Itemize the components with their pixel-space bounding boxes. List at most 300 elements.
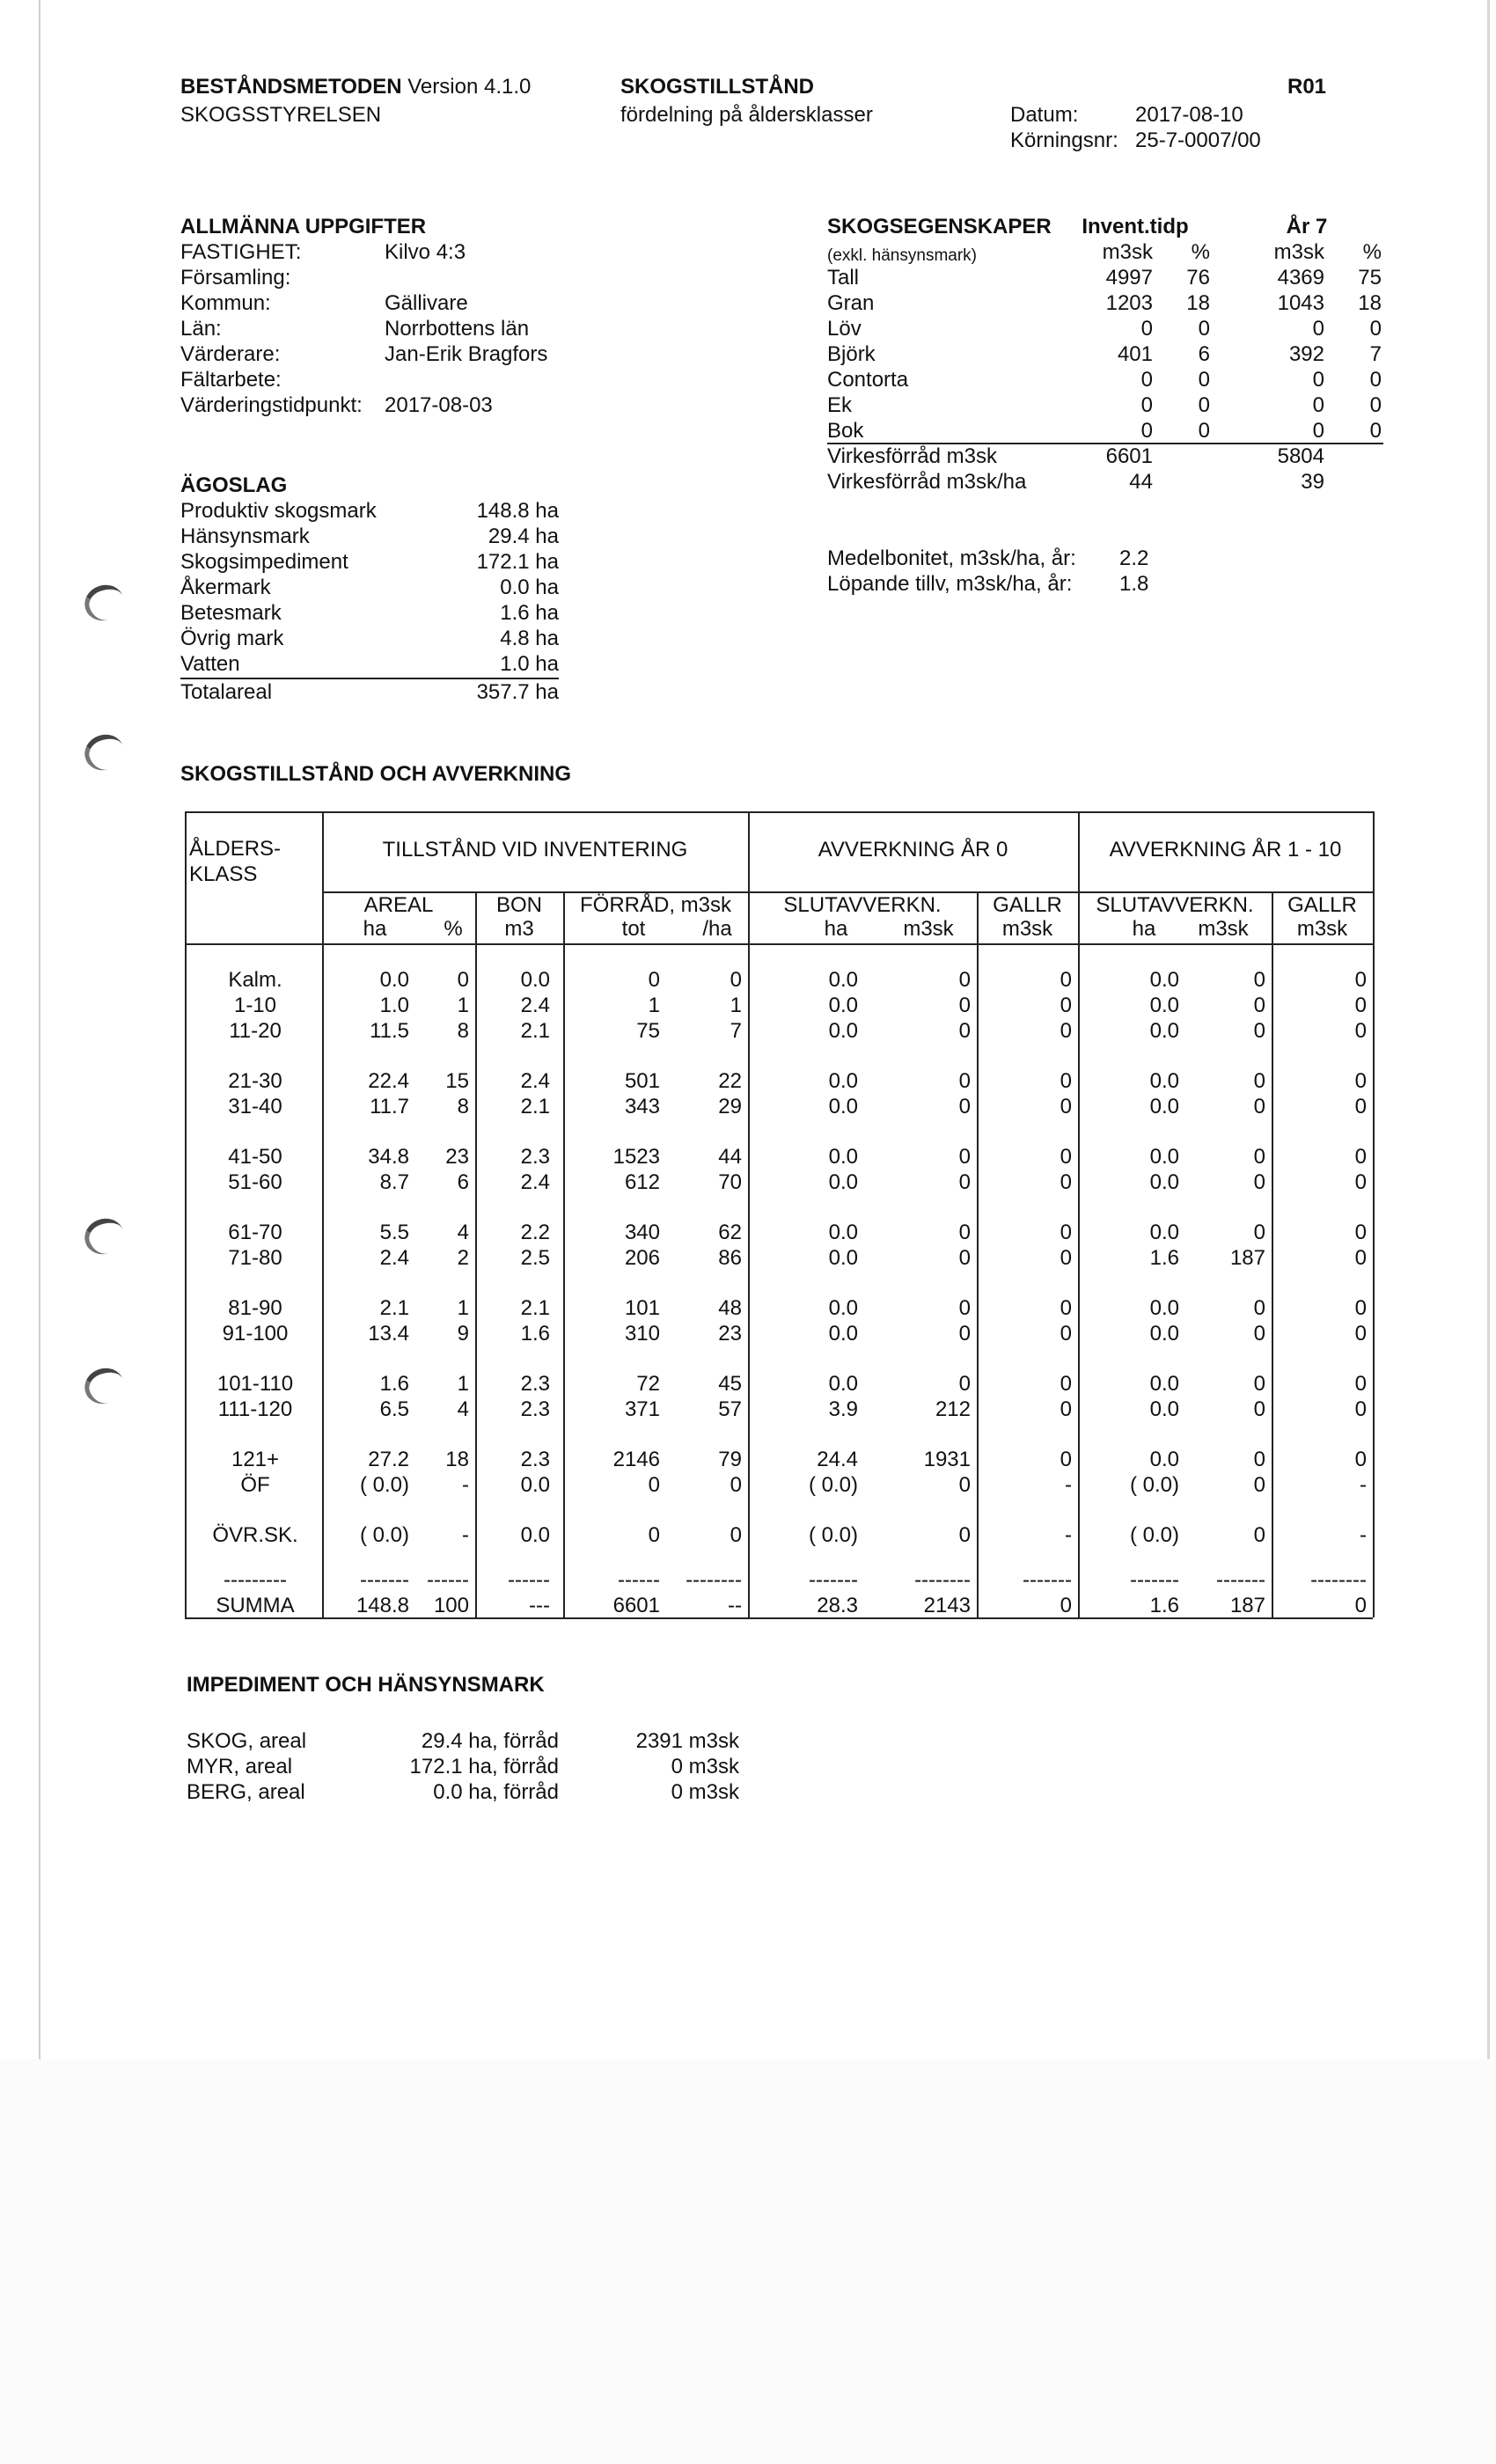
- slutavverkning-ar1-10-m3sk: 0: [1253, 968, 1265, 992]
- forrad-tot: 340: [624, 1221, 660, 1244]
- gallring-ar1-10-m3sk: 0: [1354, 1322, 1367, 1346]
- bonitet: 2.3: [520, 1145, 550, 1169]
- species-pct-ar7: 0: [1369, 368, 1382, 392]
- exkl-note: (exkl. hänsynsmark): [827, 246, 977, 265]
- slutavverkning-ar0-m3sk: 0: [958, 1473, 971, 1497]
- slutavverkning-ar0-ha: 0.0: [828, 968, 858, 992]
- slutavverkning-ar0-ha: 0.0: [828, 1019, 858, 1043]
- unit-bon-m3: m3: [504, 917, 534, 941]
- main-table-heading: SKOGSTILLSTÅND OCH AVVERKNING: [180, 762, 572, 786]
- general-row: [180, 265, 547, 290]
- age-class: 61-70: [228, 1221, 282, 1244]
- areal-pct: 2: [457, 1246, 469, 1270]
- species-volume-ar7: 0: [1312, 317, 1324, 341]
- general-label: Län:: [180, 317, 222, 341]
- species-volume-ar7: 1043: [1277, 291, 1324, 315]
- general-label: FASTIGHET:: [180, 240, 302, 264]
- report-title: SKOGSTILLSTÅND: [620, 75, 814, 99]
- areal-pct: 23: [445, 1145, 469, 1169]
- forrad-per-ha: 23: [718, 1322, 742, 1346]
- areal-ha: 0.0: [379, 968, 409, 992]
- forrad-per-ha: 86: [718, 1246, 742, 1270]
- general-row: [180, 341, 547, 367]
- avverkning-ar0-heading: AVVERKNING ÅR 0: [818, 838, 1008, 862]
- slutavverkning-ar0-ha: 0.0: [828, 1170, 858, 1194]
- agoslag-row: [180, 498, 559, 524]
- slutavverkning-ar1-10-m3sk: 187: [1229, 1594, 1265, 1617]
- agoslag-table: [180, 498, 559, 677]
- forrad-per-ha: 7: [730, 1019, 742, 1043]
- unit-areal-ha: ha: [363, 917, 387, 941]
- bonitet: 2.4: [520, 994, 550, 1017]
- forrad-tot: 0: [648, 1473, 660, 1497]
- totalareal-value: 357.7 ha: [476, 680, 559, 704]
- scan-background: [0, 2059, 1496, 2464]
- gallring-ar1-10-m3sk: 0: [1354, 1221, 1367, 1244]
- age-class: 31-40: [228, 1095, 282, 1118]
- gallring-ar0-m3sk: -------: [1023, 1568, 1072, 1592]
- forrad-per-ha: 48: [718, 1296, 742, 1320]
- unit-invent: m3sk: [1102, 240, 1153, 264]
- areal-ha: -------: [360, 1568, 409, 1592]
- species-pct-invent: 0: [1198, 393, 1210, 417]
- slutavverkning-ar0-ha: -------: [809, 1568, 858, 1592]
- ar7-col-heading: År 7: [1286, 215, 1328, 238]
- unit-slut10-m3sk: m3sk: [1198, 917, 1249, 941]
- species-volume-invent: 0: [1140, 317, 1153, 341]
- species-pct-invent: 76: [1186, 266, 1210, 290]
- forrad-per-ha: 70: [718, 1170, 742, 1194]
- datum-value: 2017-08-10: [1135, 103, 1243, 127]
- slutavverkning-ar0-m3sk: 0: [958, 1221, 971, 1244]
- areal-ha: 1.6: [379, 1372, 409, 1396]
- agoslag-label: Betesmark: [180, 601, 282, 625]
- gallring-ar0-m3sk: 0: [1060, 1170, 1072, 1194]
- slutavverkning-ar0-ha: 0.0: [828, 1296, 858, 1320]
- slutavverkning-ar0-m3sk: 0: [958, 994, 971, 1017]
- medelbonitet-label: Medelbonitet, m3sk/ha, år:: [827, 546, 1076, 570]
- general-label: Värderare:: [180, 342, 281, 366]
- bonitet: 2.3: [520, 1372, 550, 1396]
- bonitet: ---: [529, 1594, 550, 1617]
- gallring-ar0-m3sk: 0: [1060, 1594, 1072, 1617]
- agoslag-label: Hänsynsmark: [180, 524, 310, 548]
- slutavverkning-ar1-10-ha: 1.6: [1149, 1246, 1179, 1270]
- pct-ar7: %: [1362, 240, 1382, 264]
- datum-label: Datum:: [1010, 103, 1079, 127]
- areal-pct: 9: [457, 1322, 469, 1346]
- slutavverkning-ar1-10-ha: 0.0: [1149, 1095, 1179, 1118]
- areal-pct: 4: [457, 1397, 469, 1421]
- species-pct-invent: 18: [1186, 291, 1210, 315]
- skogsegenskaper-heading: SKOGSEGENSKAPER: [827, 215, 1052, 238]
- tillstand-heading: TILLSTÅND VID INVENTERING: [382, 838, 688, 862]
- general-heading: ALLMÄNNA UPPGIFTER: [180, 215, 427, 238]
- slutavverkning-ar1-10-m3sk: 0: [1253, 1170, 1265, 1194]
- impediment-area: 0.0 ha, förråd: [433, 1780, 559, 1804]
- impediment-area: 29.4 ha, förråd: [421, 1729, 559, 1753]
- forrad-tot: ------: [618, 1568, 660, 1592]
- slutavverkning-ar1-10-ha: ( 0.0): [1129, 1473, 1179, 1497]
- bonitet: 2.1: [520, 1019, 550, 1043]
- gallring-ar1-10-m3sk: --------: [1310, 1568, 1367, 1592]
- forrad-tot: 1523: [612, 1145, 660, 1169]
- gallring-ar1-10-m3sk: 0: [1354, 968, 1367, 992]
- slutavverkning-ar0-ha: ( 0.0): [808, 1473, 858, 1497]
- species-volume-invent: 0: [1140, 393, 1153, 417]
- forrad-per-ha: 45: [718, 1372, 742, 1396]
- slutavverkning-ar1-10-m3sk: 0: [1253, 1069, 1265, 1093]
- report-subtitle: fördelning på åldersklasser: [620, 103, 873, 127]
- age-class: 11-20: [229, 1019, 282, 1043]
- areal-pct: -: [462, 1473, 469, 1497]
- bonitet: 2.4: [520, 1069, 550, 1093]
- forrad-tot: 75: [636, 1019, 660, 1043]
- agoslag-value: 4.8 ha: [500, 627, 559, 650]
- impediment-volume: 0 m3sk: [671, 1780, 739, 1804]
- species-name: Gran: [827, 291, 875, 315]
- species-name: Contorta: [827, 368, 909, 392]
- gallring-ar1-10-m3sk: 0: [1354, 1170, 1367, 1194]
- slutavverkning-ar1-10-m3sk: 0: [1253, 1221, 1265, 1244]
- areal-ha: 11.7: [370, 1095, 409, 1118]
- forrad-tot: 612: [624, 1170, 660, 1194]
- forrad-tot: 2146: [612, 1448, 660, 1471]
- bonitet: 0.0: [520, 968, 550, 992]
- unit-areal-pct: %: [444, 917, 463, 941]
- age-class: 121+: [231, 1448, 280, 1471]
- bonitet: 2.5: [520, 1246, 550, 1270]
- table-top-border: [185, 811, 1373, 813]
- species-pct-ar7: 0: [1369, 317, 1382, 341]
- agoslag-value: 1.6 ha: [500, 601, 559, 625]
- agoslag-row: [180, 600, 559, 626]
- slutavverkning-ar1-10-m3sk: 0: [1253, 1448, 1265, 1471]
- species-name: Tall: [827, 266, 860, 290]
- agoslag-row: [180, 626, 559, 651]
- korningsnr-value: 25-7-0007/00: [1135, 128, 1261, 152]
- species-pct-ar7: 0: [1369, 419, 1382, 443]
- gallring-ar0-m3sk: 0: [1060, 1448, 1072, 1471]
- general-value: Norrbottens län: [385, 317, 530, 341]
- slutavverkning-ar0-m3sk: 0: [958, 1145, 971, 1169]
- unit-slut0-m3sk: m3sk: [903, 917, 954, 941]
- impediment-label: SKOG, areal: [187, 1729, 307, 1753]
- slutavverkning-ar0-m3sk: 0: [958, 1095, 971, 1118]
- program-version: Version 4.1.0: [407, 75, 532, 99]
- forrad-tot: 206: [624, 1246, 660, 1270]
- slutavverkning-ar0-ha: 0.0: [828, 1145, 858, 1169]
- program-name: BESTÅNDSMETODEN: [180, 75, 402, 99]
- bon-heading: BON: [495, 893, 542, 917]
- age-class: 91-100: [222, 1322, 289, 1346]
- agoslag-label: Övrig mark: [180, 627, 284, 650]
- species-pct-ar7: 7: [1369, 342, 1382, 366]
- impediment-volume: 2391 m3sk: [635, 1729, 739, 1753]
- gallring-ar1-10-m3sk: 0: [1354, 1019, 1367, 1043]
- slutavverkning-ar0-ha: 24.4: [817, 1448, 858, 1471]
- table-column-rule: [1272, 891, 1273, 1617]
- agoslag-value: 1.0 ha: [500, 652, 559, 676]
- slutavverkning-ar1-10-ha: 1.6: [1149, 1594, 1179, 1617]
- gallr-ar1-10-heading: GALLR: [1287, 893, 1357, 917]
- gallring-ar1-10-m3sk: 0: [1354, 1448, 1367, 1471]
- slutavverkning-ar1-10-ha: 0.0: [1149, 1296, 1179, 1320]
- areal-ha: ( 0.0): [359, 1473, 409, 1497]
- slutavverkning-ar1-10-ha: 0.0: [1149, 1372, 1179, 1396]
- general-row: [180, 392, 547, 418]
- gallring-ar0-m3sk: -: [1065, 1523, 1072, 1547]
- areal-ha: 8.7: [379, 1170, 409, 1194]
- general-label: Församling:: [180, 266, 291, 290]
- gallring-ar1-10-m3sk: 0: [1354, 1069, 1367, 1093]
- forrad-per-ha: --------: [686, 1568, 742, 1592]
- age-class: 1-10: [233, 994, 277, 1017]
- bonitet: ------: [508, 1568, 550, 1592]
- agoslag-value: 172.1 ha: [476, 550, 559, 574]
- forrad-tot: 0: [648, 1523, 660, 1547]
- bonitet: 2.1: [520, 1296, 550, 1320]
- slutavverkning-ar0-ha: 0.0: [828, 1322, 858, 1346]
- forrad-tot: 6601: [612, 1594, 660, 1617]
- unit-slut0-ha: ha: [824, 917, 848, 941]
- slutavverkning-ar1-10-m3sk: 0: [1253, 1145, 1265, 1169]
- agoslag-value: 29.4 ha: [488, 524, 559, 548]
- gallring-ar1-10-m3sk: -: [1360, 1523, 1367, 1547]
- age-class: 111-120: [217, 1397, 293, 1421]
- slutavverkning-ar1-10-m3sk: 0: [1253, 1019, 1265, 1043]
- forrad-per-ha: 0: [730, 968, 742, 992]
- general-value: 2017-08-03: [385, 393, 493, 417]
- species-name: Björk: [827, 342, 876, 366]
- forrad-tot: 72: [636, 1372, 660, 1396]
- agoslag-label: Vatten: [180, 652, 240, 676]
- areal-ha: 22.4: [368, 1069, 409, 1093]
- page-edge-right: [1487, 0, 1490, 2059]
- agoslag-row: [180, 575, 559, 600]
- slutavverkning-ar1-10-ha: 0.0: [1149, 1069, 1179, 1093]
- bonitet: 0.0: [520, 1523, 550, 1547]
- areal-ha: 2.4: [379, 1246, 409, 1270]
- areal-pct: 100: [433, 1594, 469, 1617]
- age-class: Kalm.: [228, 968, 282, 992]
- species-volume-ar7: 4369: [1277, 266, 1324, 290]
- gallring-ar1-10-m3sk: -: [1360, 1473, 1367, 1497]
- gallring-ar1-10-m3sk: 0: [1354, 994, 1367, 1017]
- lopande-tillv-value: 1.8: [1119, 572, 1149, 596]
- species-name: Bok: [827, 419, 864, 443]
- table-column-rule: [475, 891, 477, 1617]
- gallr-ar0-heading: GALLR: [993, 893, 1062, 917]
- slutavverkning-ar1-10-m3sk: 0: [1253, 1322, 1265, 1346]
- species-pct-ar7: 75: [1358, 266, 1382, 290]
- areal-ha: ( 0.0): [359, 1523, 409, 1547]
- forrad-tot: 101: [624, 1296, 660, 1320]
- bonitet: 2.1: [520, 1095, 550, 1118]
- general-info-table: [180, 239, 547, 418]
- page-edge-left: [39, 0, 40, 2059]
- age-class: 101-110: [216, 1372, 294, 1396]
- virkesforrad-ha-invent: 44: [1129, 470, 1153, 494]
- gallring-ar1-10-m3sk: 0: [1354, 1397, 1367, 1421]
- gallring-ar0-m3sk: 0: [1060, 1397, 1072, 1421]
- gallring-ar1-10-m3sk: 0: [1354, 1095, 1367, 1118]
- slutavverkning-ar0-m3sk: 0: [958, 1246, 971, 1270]
- species-name: Löv: [827, 317, 862, 341]
- gallring-ar1-10-m3sk: 0: [1354, 1372, 1367, 1396]
- slutavverkning-ar0-ha: 28.3: [817, 1594, 858, 1617]
- agoslag-heading: ÄGOSLAG: [180, 473, 288, 497]
- gallring-ar0-m3sk: 0: [1060, 1322, 1072, 1346]
- areal-heading: AREAL: [363, 893, 434, 917]
- slutavverkning-ar0-ha: 0.0: [828, 1372, 858, 1396]
- slutavverkning-ar1-10-ha: 0.0: [1149, 1019, 1179, 1043]
- alders-heading-2: KLASS: [189, 862, 258, 886]
- forrad-per-ha: 0: [730, 1473, 742, 1497]
- gallring-ar1-10-m3sk: 0: [1354, 1296, 1367, 1320]
- report-header-left: [180, 74, 531, 99]
- areal-ha: 2.1: [379, 1296, 409, 1320]
- slutavverkning-ar1-10-ha: 0.0: [1149, 994, 1179, 1017]
- table-column-rule: [748, 811, 750, 1617]
- areal-pct: 15: [445, 1069, 469, 1093]
- impediment-label: MYR, areal: [187, 1755, 293, 1778]
- slutavverkning-ar0-m3sk: 0: [958, 1069, 971, 1093]
- species-pct-invent: 0: [1198, 368, 1210, 392]
- forrad-per-ha: 1: [730, 994, 742, 1017]
- unit-slut10-ha: ha: [1132, 917, 1156, 941]
- areal-ha: 13.4: [368, 1322, 409, 1346]
- general-value: Gällivare: [385, 291, 468, 315]
- forrad-per-ha: --: [728, 1594, 742, 1617]
- gallring-ar0-m3sk: 0: [1060, 1019, 1072, 1043]
- bonitet: 1.6: [520, 1322, 550, 1346]
- impediment-heading: IMPEDIMENT OCH HÄNSYNSMARK: [187, 1673, 545, 1697]
- age-class: 41-50: [228, 1145, 282, 1169]
- slutavverkning-ar0-m3sk: 0: [958, 1372, 971, 1396]
- areal-pct: 1: [457, 1372, 469, 1396]
- table-header-rule: [185, 943, 1373, 945]
- areal-pct: 1: [457, 994, 469, 1017]
- forrad-per-ha: 44: [718, 1145, 742, 1169]
- slutavverkning-ar0-m3sk: 0: [958, 1296, 971, 1320]
- slutavverkning-ar0-ha: 0.0: [828, 994, 858, 1017]
- general-label: Värderingstidpunkt:: [180, 393, 363, 417]
- bonitet: 0.0: [520, 1473, 550, 1497]
- areal-ha: 148.8: [356, 1594, 409, 1617]
- agoslag-value: 148.8 ha: [476, 499, 559, 523]
- areal-pct: 8: [457, 1019, 469, 1043]
- slutavverkning-ar1-10-ha: ( 0.0): [1129, 1523, 1179, 1547]
- forrad-tot: 1: [648, 994, 660, 1017]
- slutavverkning-ar1-10-ha: 0.0: [1149, 968, 1179, 992]
- areal-pct: 0: [457, 968, 469, 992]
- gallring-ar0-m3sk: 0: [1060, 1296, 1072, 1320]
- age-class: 51-60: [228, 1170, 282, 1194]
- areal-pct: -: [462, 1523, 469, 1547]
- species-pct-ar7: 0: [1369, 393, 1382, 417]
- general-value: Jan-Erik Bragfors: [385, 342, 548, 366]
- table-column-rule: [1078, 811, 1080, 1617]
- forrad-heading: FÖRRÅD, m3sk: [579, 893, 731, 917]
- slutavverkning-ar1-10-m3sk: 0: [1253, 1397, 1265, 1421]
- forrad-tot: 0: [648, 968, 660, 992]
- areal-ha: 34.8: [368, 1145, 409, 1169]
- age-class: ---------: [224, 1568, 287, 1592]
- invent-col-heading: Invent.tidp: [1082, 215, 1189, 238]
- age-class: ÖVR.SK.: [212, 1523, 298, 1547]
- forrad-per-ha: 57: [718, 1397, 742, 1421]
- bonitet: 2.4: [520, 1170, 550, 1194]
- slutavverkning-ar0-m3sk: 0: [958, 1322, 971, 1346]
- slutavverkning-ar0-ha: 3.9: [828, 1397, 858, 1421]
- age-class: 21-30: [228, 1069, 282, 1093]
- species-volume-invent: 401: [1117, 342, 1153, 366]
- unit-gallr10-m3sk: m3sk: [1296, 917, 1348, 941]
- age-class: ÖF: [240, 1473, 270, 1497]
- pct-invent: %: [1191, 240, 1210, 264]
- general-row: [180, 367, 547, 392]
- forrad-per-ha: 0: [730, 1523, 742, 1547]
- slutavverkning-ar0-ha: 0.0: [828, 1069, 858, 1093]
- forrad-per-ha: 62: [718, 1221, 742, 1244]
- gallring-ar0-m3sk: 0: [1060, 1145, 1072, 1169]
- slutavverkning-ar1-10-ha: 0.0: [1149, 1322, 1179, 1346]
- species-volume-ar7: 392: [1288, 342, 1324, 366]
- species-volume-ar7: 0: [1312, 368, 1324, 392]
- slutavverkning-ar1-10-m3sk: -------: [1216, 1568, 1265, 1592]
- slutavverkning-ar1-10-m3sk: 0: [1253, 1372, 1265, 1396]
- general-row: [180, 290, 547, 316]
- general-row: [180, 316, 547, 341]
- areal-pct: 6: [457, 1170, 469, 1194]
- unit-forrad-ha: /ha: [702, 917, 732, 941]
- gallring-ar1-10-m3sk: 0: [1354, 1246, 1367, 1270]
- alders-heading-1: ÅLDERS-: [189, 837, 282, 861]
- slutavverkning-ar0-ha: 0.0: [828, 1095, 858, 1118]
- slutavverkning-ar0-m3sk: --------: [914, 1568, 971, 1592]
- slutavverkning-ar0-m3sk: 0: [958, 1019, 971, 1043]
- forrad-tot: 371: [624, 1397, 660, 1421]
- agoslag-row: [180, 651, 559, 677]
- slutavverkning-ar0-m3sk: 0: [958, 968, 971, 992]
- species-volume-invent: 1203: [1105, 291, 1153, 315]
- unit-ar7: m3sk: [1273, 240, 1324, 264]
- gallring-ar0-m3sk: -: [1065, 1473, 1072, 1497]
- impediment-label: BERG, areal: [187, 1780, 305, 1804]
- slutavverkning-ar1-10-ha: 0.0: [1149, 1145, 1179, 1169]
- species-pct-invent: 0: [1198, 419, 1210, 443]
- areal-pct: ------: [427, 1568, 469, 1592]
- forrad-per-ha: 29: [718, 1095, 742, 1118]
- slutavverkning-ar1-10-m3sk: 0: [1253, 1095, 1265, 1118]
- areal-ha: 27.2: [368, 1448, 409, 1471]
- species-pct-invent: 6: [1198, 342, 1210, 366]
- species-volume-ar7: 0: [1312, 419, 1324, 443]
- medelbonitet-value: 2.2: [1119, 546, 1149, 570]
- slutavverkning-ar0-ha: 0.0: [828, 1246, 858, 1270]
- age-class: SUMMA: [216, 1594, 295, 1617]
- areal-pct: 1: [457, 1296, 469, 1320]
- forrad-tot: 343: [624, 1095, 660, 1118]
- virkesforrad-ha-label: Virkesförråd m3sk/ha: [827, 470, 1027, 494]
- slutavverkning-ar1-10-ha: 0.0: [1149, 1221, 1179, 1244]
- gallring-ar0-m3sk: 0: [1060, 1221, 1072, 1244]
- agoslag-label: Produktiv skogsmark: [180, 499, 377, 523]
- table-column-rule: [563, 891, 565, 1617]
- species-volume-ar7: 0: [1312, 393, 1324, 417]
- unit-forrad-tot: tot: [621, 917, 646, 941]
